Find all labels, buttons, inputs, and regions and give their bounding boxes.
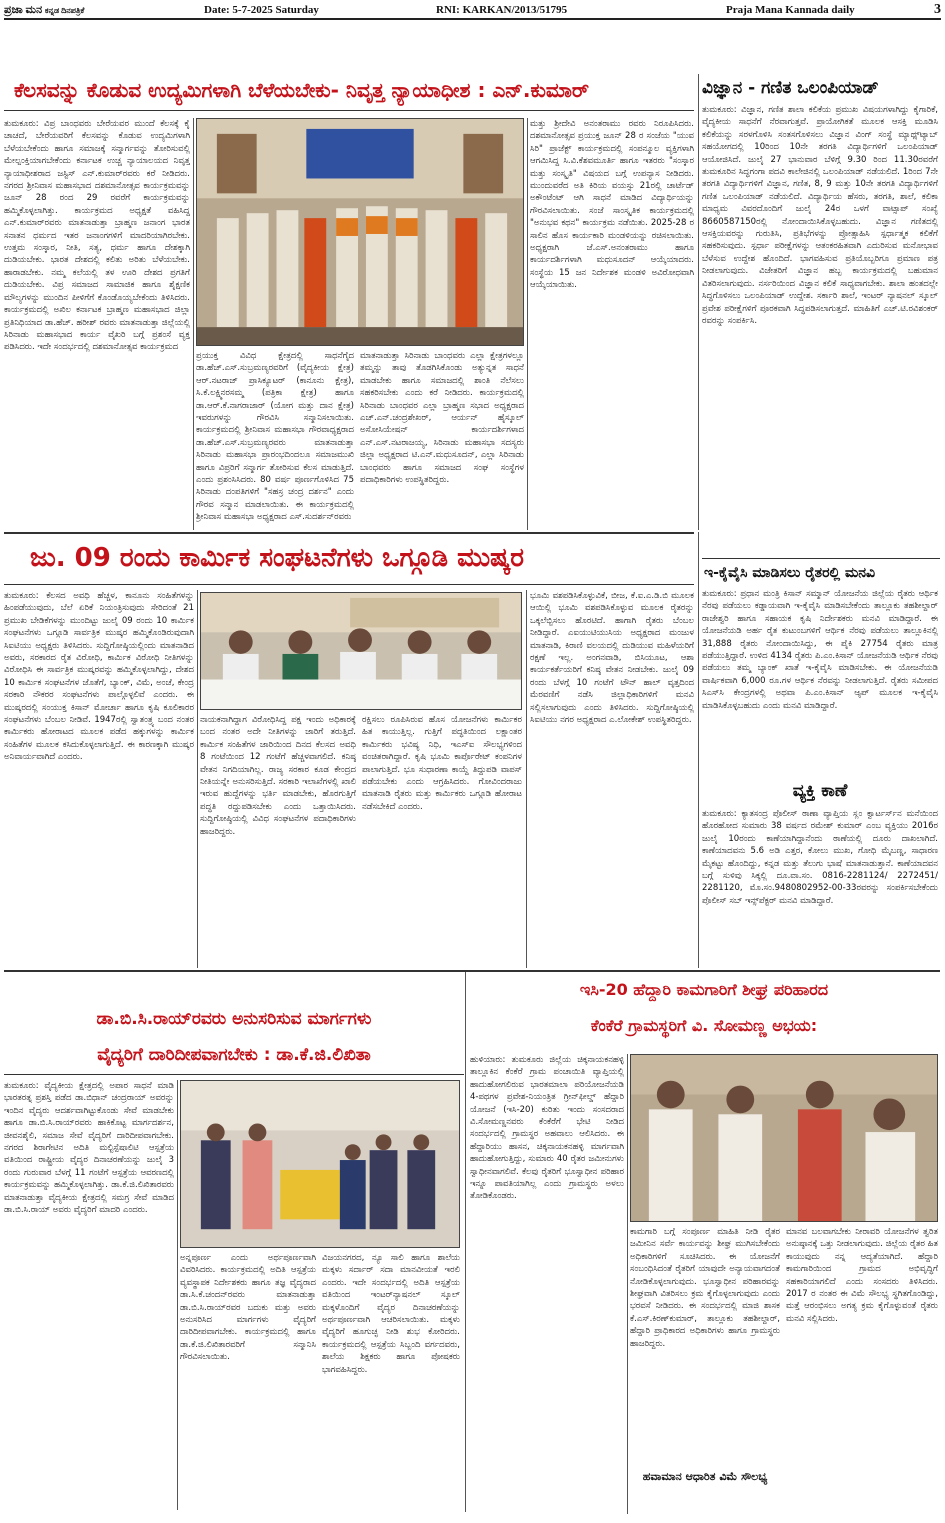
somanna-visit-photo (630, 1054, 938, 1222)
divider (4, 110, 694, 111)
headline-ec20-line2: ಕೆಂಕೆರೆ ಗ್ರಾಮಸ್ಥರಿಗೆ ವಿ. ಸೋಮಣ್ಣ ಅಭಯ: (590, 1016, 818, 1035)
story1-col4: ಮತ್ತು ಶ್ರೀದೇವಿ ಅನಂತರಾಮು ರವರು ನಿರೂಪಿಸಿದರು. ದಶಮಾನೋತ್ಸವ ಪ್ರಯುಕ್ತ ಜೂನ್ 28 ರ ಸಂಜೆಯ "ಯುವ ಸಿರಿ" ಪ್ರಾಜೆಕ್ಟ್ ಕಾರ್ಯಕ್ರಮದಲ್ಲಿ ಸಂಪನ್ಮೂಲ ವ್ಯಕ್ತಿಗಳಾಗಿ ಆಗಮಿಸಿದ್ದ ಸಿ.ವಿ.ಕೆಶವಮೂರ್ತಿ ಹಾಗೂ ಇತರರು "ಸಂಸ್ಕಾರ ಮತ್ತು ಸಂಸ್ಕೃತಿ" ವಿಷಯದ ಬಗ್ಗೆ ಉಪನ್ಯಾಸ ನೀಡಿದರು. ಮುಂದುವರೆದ ಅತಿ ಕಿರಿಯ ವಯಸ್ಸು 21ರಲ್ಲಿ ಚಾರ್ಟೆಡ್ ಅಕೌಂಟೆಂಟ್ ಆಗಿ ಸಾಧನೆ ಮಾಡಿದ ವಿದ್ಯಾರ್ಥಿಯನ್ನು ಗೌರವಿಸಲಾಯಿತು. ಸಂಜೆ ಸಾಂಸ್ಕೃತಿಕ ಕಾರ್ಯಕ್ರಮದಲ್ಲಿ "ಅನುಭವ ಕಥನ" ಕಾರ್ಯಕ್ರಮ ನಡೆಯಿತು. 2025-28 ರ ಸಾಲಿನ ಹೊಸ ಕಾರ್ಯಕಾರಿ ಮಂಡಳಿಯನ್ನು ರಚಿಸಲಾಯಿತು. ಅಧ್ಯಕ್ಷರಾಗಿ ಜೆ.ಎಸ್.ಅನಂತರಾಮು ಹಾಗೂ ಕಾರ್ಯದರ್ಶಿಗಳಾಗಿ ಮಧುಸೂದನ್ ಆಯ್ಕೆಯಾದರು. ಸಂಸ್ಥೆಯ 15 ಜನ ನಿರ್ದೇಶಕ ಮಂಡಳಿ ಅವಿರೋಧವಾಗಿ ಆಯ್ಕೆಯಾಯಿತು. (530, 119, 694, 291)
divider (4, 970, 940, 972)
masthead-rni: RNI: KARKAN/2013/51795 (436, 4, 568, 16)
story4-body: ತುಮಕೂರು: ಪ್ರಧಾನ ಮಂತ್ರಿ ಕಿಸಾನ್ ಸಮ್ಮಾನ್ ಯೋಜನೆಯ ಜಿಲ್ಲೆಯ ರೈತರು ಆರ್ಥಿಕ ನೆರವು ಪಡೆಯಲು ಕಡ್ಡಾಯವಾಗಿ ಇ-ಕೈವೈಸಿ ಮಾಡಿಸಬೇಕೆಂದು ತಾಲ್ಲೂಕು ತಹಶೀಲ್ದಾರ್ ರಾಜೇಶ್ವರಿ ಹಾಗೂ ಸಹಾಯಕ ಕೃಷಿ ನಿರ್ದೇಶಕರು ಮನವಿ ಮಾಡಿದ್ದಾರೆ. ಈ ಯೋಜನೆಯಡಿ ಅರ್ಹ ರೈತ ಕುಟುಂಬಗಳಿಗೆ ಆರ್ಥಿಕ ನೆರವು ಪಡೆಯಲು ತಾಲ್ಲೂಕಿನಲ್ಲಿ 31,888 ರೈತರು ನೋಂದಾಯಿಸಿದ್ದು, ಈ ಪೈಕಿ 27754 ರೈತರು ಮಾತ್ರ ಪಡೆಯುತ್ತಿದ್ದಾರೆ. ಉಳಿದ 4134 ರೈತರು ಪಿ.ಎಂ.ಕಿಸಾನ್ ಯೋಜನೆಯಡಿ ಆರ್ಥಿಕ ನೆರವು ಪಡೆಯಲು ತಮ್ಮ ಬ್ಯಾಂಕ್ ಖಾತೆ ಇ-ಕೈವೈಸಿ ಮಾಡಿಸಬೇಕು. ಈ ಯೋಜನೆಯಡಿ ವಾರ್ಷಿಕವಾಗಿ 6,000 ರೂ.ಗಳ ಆರ್ಥಿಕ ನೆರವನ್ನು ನೀಡಲಾಗುತ್ತಿದೆ. ರೈತರು ಸಮೀಪದ ಸಿಎಸ್‌ಸಿ ಕೇಂದ್ರಗಳಲ್ಲಿ ಅಥವಾ ಪಿ.ಎಂ.ಕಿಸಾನ್ ಆ್ಯಪ್ ಮೂಲಕ ಇ-ಕೈವೈಸಿ ಮಾಡಿಸಿಕೊಳ್ಳಬಹುದು ಎಂದು ಮನವಿ ಮಾಡಿದ್ದಾರೆ. (702, 589, 938, 711)
subhead-weather-insurance: ಹವಾಮಾನ ಆಧಾರಿತ ವಿಮೆ ಸೌಲಭ್ಯ (642, 1470, 768, 1483)
story2-body: ತುಮಕೂರು: ವಿಜ್ಞಾನ, ಗಣಿತ ಶಾಲಾ ಕಲಿಕೆಯ ಪ್ರಮುಖ ವಿಷಯಗಳಾಗಿದ್ದು ಕೈಗಾರಿಕೆ, ವೈದ್ಯಕೀಯ ಸಾಧನೆಗೆ ನೆರವಾಗುತ್ತವೆ. ಪ್ರಾಯೋಗಿಕತೆ ಮೂಲಕ ಆಸಕ್ತಿ ಮೂಡಿಸಿ ಕಲಿಕೆಯನ್ನು ಸರಳಗೊಳಿಸಿ ಸಂತಸಗೊಳಿಸಲು ವಿಜ್ಞಾನ ವಿಂಗ್ ಸಂಸ್ಥೆ ಮ್ಯಾಥ್ಸ್‌ಟ್ಯಾಬ್ ಸಹಯೋಗದಲ್ಲಿ 10ರಿಂದ 10ನೇ ತರಗತಿ ವಿದ್ಯಾರ್ಥಿಗಳಿಗೆ ಒಲಂಪಿಯಾಡ್ ಆಯೋಜಿಸಿದೆ. ಜುಲೈ 27 ಭಾನುವಾರ ಬೆಳಿಗ್ಗೆ 9.30 ರಿಂದ 11.30ರವರೆಗೆ ತುಮಕೂರಿನ ಸಿದ್ಧಗಂಗಾ ಪದವಿ ಕಾಲೇಜಿನಲ್ಲಿ ಒಲಂಪಿಯಾಡ್ ನಡೆಯಲಿದೆ. 1ರಿಂದ 7ನೇ ತರಗತಿ ವಿದ್ಯಾರ್ಥಿಗಳಿಗೆ ವಿಜ್ಞಾನ, ಗಣಿತ, 8, 9 ಮತ್ತು 10ನೇ ತರಗತಿ ವಿದ್ಯಾರ್ಥಿಗಳಿಗೆ ಗಣಿತ ಒಲಂಪಿಯಾಡ್ ನಡೆಯಲಿದೆ. ವಿದ್ಯಾರ್ಥಿಯ ಹೆಸರು, ತರಗತಿ, ಶಾಲೆ, ಕಲಿಕಾ ಮಾಧ್ಯಮ ವಿವರದೊಂದಿಗೆ ಜುಲೈ 24ರ ಒಳಗೆ ವಾಟ್ಸಾಪ್ ಸಂಖ್ಯೆ 8660587150ರಲ್ಲಿ ನೋಂದಾಯಿಸಿಕೊಳ್ಳಬಹುದು. ವಿಜ್ಞಾನ ಗಣಿತದಲ್ಲಿ ಆಸಕ್ತಿಯವರನ್ನು ಗುರುತಿಸಿ, ಪ್ರತಿಭೆಗಳನ್ನು ಪ್ರೋತ್ಸಾಹಿಸಿ ಸ್ಪರ್ಧಾತ್ಮಕ ಕಲಿಕೆಗೆ ಸಹಕರಿಸುವುದು. ಸ್ಪರ್ಧಾ ಪರೀಕ್ಷೆಗಳನ್ನು ಆತಂಕರಹಿತವಾಗಿ ಎದುರಿಸುವ ಮನೋಭಾವ ಬೆಳೆಸುವ ಉದ್ದೇಶ ಹೊಂದಿದೆ. ಭಾಗವಹಿಸುವ ಪ್ರತಿಯೊಬ್ಬರಿಗೂ ಪ್ರಮಾಣ ಪತ್ರ ನೀಡಲಾಗುವುದು. ವಿಜೇತರಿಗೆ ವಿಜ್ಞಾನ ಹಬ್ಬ ಕಾರ್ಯಕ್ರಮದಲ್ಲಿ ಬಹುಮಾನ ವಿತರಿಸಲಾಗುವುದು. ನರ್ಸರಿಯಿಂದ ವಿಜ್ಞಾನ ಕಲಿಕೆ ಸಾಧ್ಯವಾಗಬೇಕು. ಶಾಲಾ ಹಂತದಲ್ಲೇ ಸಿದ್ಧಗೊಳಿಸಲು ಒಲಂಪಿಯಾಡ್ ಉದ್ದೇಶ. ಸರ್ಕಾರಿ ಶಾಲೆ, ಇಂಟರ್ ನ್ಯಾಷನಲ್ ಸ್ಕೂಲ್ ಪ್ರವೇಶ ಪರೀಕ್ಷೆಗಳಿಗೆ ಪೂರಕವಾಗಿ ಸಿದ್ಧಪಡಿಸಲಾಗುತ್ತದೆ. ಮಾಹಿತಿಗೆ ಎಚ್.ಟಿ.ರವಿಶಂಕರ್ ರವರನ್ನು ಸಂಪರ್ಕಿಸಿ. (702, 105, 938, 326)
headline-olympiad: ವಿಜ್ಞಾನ - ಗಣಿತ ಒಲಂಪಿಯಾಡ್ (702, 78, 879, 98)
story3-col1: ತುಮಕೂರು: ಕೆಲಸದ ಅವಧಿ ಹೆಚ್ಚಳ, ಕಾನೂನು ಸಂಹಿತೆಗಳನ್ನು ಹಿಂಪಡೆಯುವುದು, ಬೆಲೆ ಏರಿಕೆ ನಿಯಂತ್ರಿಸುವುದು ಸೇರಿದಂತೆ 21 ಪ್ರಮುಖ ಬೇಡಿಕೆಗಳನ್ನು ಮುಂದಿಟ್ಟು ಜುಲೈ 09 ರಂದು 10 ಕಾರ್ಮಿಕ ಸಂಘಟನೆಗಳು ಒಗ್ಗೂಡಿ ಸಾರ್ವತ್ರಿಕ ಮುಷ್ಕರ ಹಮ್ಮಿಕೊಂಡಿರುವುದಾಗಿ ಸಿಐಟಿಯು ಅಧ್ಯಕ್ಷರು ತಿಳಿಸಿದರು. ಸುದ್ದಿಗೋಷ್ಠಿಯಲ್ಲಿಂದು ಮಾತನಾಡಿದ ಅವರು, ಸರಕಾರದ ರೈತ ವಿರೋಧಿ, ಕಾರ್ಮಿಕ ವಿರೋಧಿ ನೀತಿಗಳನ್ನು ವಿರೋಧಿಸಿ ಈ ಸಾರ್ವತ್ರಿಕ ಮುಷ್ಕರವನ್ನು ಹಮ್ಮಿಕೊಳ್ಳಲಾಗಿದ್ದು, ದೇಶದ 10 ಕಾರ್ಮಿಕ ಸಂಘಟನೆಗಳ ಜೊತೆಗೆ, ಬ್ಯಾಂಕ್, ವಿಮೆ, ಅಂಚೆ, ಕೇಂದ್ರ ಸರಕಾರಿ ನೌಕರರ ಸಂಘಟನೆಗಳು ಪಾಲ್ಗೊಳ್ಳಲಿವೆ ಎಂದರು. ಈ ಮುಷ್ಕರದಲ್ಲಿ ಸಂಯುಕ್ತ ಕಿಸಾನ್ ಮೋರ್ಚಾ ಹಾಗೂ ಕೃಷಿ ಕೂಲಿಕಾರರ ಸಂಘಟನೆಗಳು ಬೆಂಬಲ ನೀಡಿವೆ. 1947ರಲ್ಲಿ ಸ್ವಾತಂತ್ರ್ಯ ಬಂದ ನಂತರ ಕಾರ್ಮಿಕರು ಹೋರಾಟದ ಮೂಲಕ ಪಡೆದ ಹಕ್ಕುಗಳನ್ನು ಕಾರ್ಮಿಕ ಸಂಹಿತೆಗಳ ಮೂಲಕ ಕಸಿದುಕೊಳ್ಳಲಾಗುತ್ತಿದೆ. ಈ ಕಾರಣಕ್ಕಾಗಿ ಮುಷ್ಕರ ಅನಿವಾರ್ಯವಾಗಿದೆ ಎಂದರು. (4, 591, 194, 763)
event-photo-felicitation (196, 118, 524, 346)
story3-col4: ಭೂಮಿ ವಶಪಡಿಸಿಕೊಳ್ಳುವಿಕೆ, ಬೀಜ, ಕೆ.ಐ.ಎ.ಡಿ.ಬಿ ಮೂಲಕ ಆಯಿಲ್ಲಿ ಭೂಮಿ ವಶಪಡಿಸಿಕೊಳ್ಳುವ ಮೂಲಕ ರೈತರನ್ನು ಒಕ್ಕಲೆಬ್ಬಿಸಲು ಹೊರಟಿದೆ. ಹಾಗಾಗಿ ರೈತರು ಬೆಂಬಲ ನೀಡಿದ್ದಾರೆ. ಎಐಯುಟಿಯುಸಿಯ ಅಧ್ಯಕ್ಷರಾದ ಮಂಜುಳ ಮಾತನಾಡಿ, ಕಿರಾಣಿ ವಲಯದಲ್ಲಿ ದುಡಿಯುವ ಮಹಿಳೆಯರಿಗೆ ರಕ್ಷಣೆ ಇಲ್ಲ. ಅಂಗನವಾಡಿ, ಬಿಸಿಯೂಟ, ಆಶಾ ಕಾರ್ಯಕರ್ತೆಯರಿಗೆ ಕನಿಷ್ಠ ವೇತನ ನೀಡಬೇಕು. ಜುಲೈ 09 ರಂದು ಬೆಳಗ್ಗೆ 10 ಗಂಟೆಗೆ ಟೌನ್ ಹಾಲ್ ವೃತ್ತದಿಂದ ಮೆರವಣಿಗೆ ನಡೆಸಿ ಜಿಲ್ಲಾಧಿಕಾರಿಗಳಿಗೆ ಮನವಿ ಸಲ್ಲಿಸಲಾಗುವುದು ಎಂದು ತಿಳಿಸಿದರು. ಸುದ್ದಿಗೋಷ್ಠಿಯಲ್ಲಿ ಸಿಐಟಿಯು ನಗರ ಅಧ್ಯಕ್ಷರಾದ ಎ.ಲೋಕೇಶ್ ಉಪಸ್ಥಿತರಿದ್ದರು. (530, 591, 694, 726)
divider (4, 532, 694, 534)
masthead-logo: ಪ್ರಜಾ ಮನ ಕನ್ನಡ ದಿನಪತ್ರಿಕೆ (4, 4, 85, 16)
page-number: 3 (934, 2, 941, 17)
story7-col2: ಕಾಮಗಾರಿ ಬಗ್ಗೆ ಸಂಪೂರ್ಣ ಮಾಹಿತಿ ನೀಡಿ ರೈತರ ಜಮೀನಿನ ಸರ್ವೆ ಕಾರ್ಯವನ್ನು ಶೀಘ್ರ ಮುಗಿಸಬೇಕೆಂದು ಅಧಿಕಾರಿಗಳಿಗೆ ಸೂಚಿಸಿದರು. ಈ ಯೋಜನೆಗೆ ಸಂಬಂಧಿಸಿದಂತೆ ರೈತರಿಗೆ ಯಾವುದೇ ಅನ್ಯಾಯವಾಗದಂತೆ ನೋಡಿಕೊಳ್ಳಲಾಗುವುದು. ಭೂಸ್ವಾಧೀನ ಪರಿಹಾರವನ್ನು ಶೀಘ್ರವಾಗಿ ವಿತರಿಸಲು ಕ್ರಮ ಕೈಗೊಳ್ಳಲಾಗುವುದು ಎಂದು ಭರವಸೆ ನೀಡಿದರು. ಈ ಸಂದರ್ಭದಲ್ಲಿ ಮಾಜಿ ಶಾಸಕ ಕೆ.ಎಸ್.ಕಿರಣ್‌ಕುಮಾರ್, ತಾಲ್ಲೂಕು ತಹಶೀಲ್ದಾರ್, ಹೆದ್ದಾರಿ ಪ್ರಾಧಿಕಾರದ ಅಧಿಕಾರಿಗಳು ಹಾಗೂ ಗ್ರಾಮಸ್ಥರು ಹಾಜರಿದ್ದರು. (630, 1227, 780, 1349)
column-rule (627, 1054, 628, 1514)
story1-col1: ತುಮಕೂರು: ವಿಪ್ರ ಬಾಂಧವರು ಬೇರೆಯವರ ಮುಂದೆ ಕೆಲಸಕ್ಕೆ ಕೈ ಚಾಚದೆ, ಬೇರೆಯವರಿಗೆ ಕೆಲಸವನ್ನು ಕೊಡುವ ಉದ್ಯಮಿಗಳಾಗಿ ಬೆಳೆಯಬೇಕೆಂದು ಹಾಗೂ ಸಮಾಜಕ್ಕೆ ಸನ್ಮಾರ್ಗವನ್ನು ತೋರಿಸುವಲ್ಲಿ ಮೇಲ್ಪಂಕ್ತಿಯಾಗಬೇಕೆಂದು ಕರ್ನಾಟಕ ಉಚ್ಚ ನ್ಯಾಯಾಲಯದ ನಿವೃತ್ತ ನ್ಯಾಯಾಧೀಶರಾದ ಜಸ್ಟಿಸ್ ಎನ್.ಕುಮಾರ್‌ರವರು ಕರೆ ನೀಡಿದರು. ನಗರದ ಶ್ರೀನಿವಾಸ ಮಹಾಸಭಾದ ದಶಮಾನೋತ್ಸವ ಕಾರ್ಯಕ್ರಮವನ್ನು ಜೂನ್ 28 ರಂದ 29 ರವರೆಗೆ ಕಾರ್ಯಕ್ರಮವನ್ನು ಹಮ್ಮಿಕೊಳ್ಳಲಾಗಿತ್ತು. ಕಾರ್ಯಕ್ರಮದ ಅಧ್ಯಕ್ಷತೆ ವಹಿಸಿದ್ದ ಎನ್.ಕುಮಾರ್‌ರವರು ಮಾತನಾಡುತ್ತಾ ಬ್ರಾಹ್ಮಣ ಜನಾಂಗ ಭಾರತ ಸನಾತನ ಧರ್ಮದ ಇತರ ಜನಾಂಗಗಳಿಗೆ ಮಾದರಿಯಾಗಿರಬೇಕು. ಉತ್ತಮ ಸಂಸ್ಕಾರ, ನೀತಿ, ಸತ್ಯ, ಧರ್ಮ ಹಾಗೂ ದೇಶಕ್ಕಾಗಿ ದುಡಿಯಬೇಕು. ಭಾರತ ದೇಶದಲ್ಲಿ ಕಲಿತು ಅರಿತು ಬೆಳೆಯಬೇಕು. ಹಾರಾಡಬೇಕು. ನಮ್ಮ ಕಲೆಯಲ್ಲಿ ತಳ ಊರಿ ದೇಶದ ಪ್ರಗತಿಗೆ ದುಡಿಯಬೇಕು. ವಿಪ್ರ ಸಮಾಜದ ಸಾಮಾಜಿಕ ಹಾಗೂ ಶೈಕ್ಷಣಿಕ ಮೌಲ್ಯಗಳನ್ನು ಮುಂದಿನ ಪೀಳಿಗೆಗೆ ಕೊಂಡೊಯ್ಯಬೇಕೆಂದು ತಿಳಿಸಿದರು. ಕಾರ್ಯಕ್ರಮದಲ್ಲಿ ಅಖಿಲ ಕರ್ನಾಟಕ ಬ್ರಾಹ್ಮಣ ಮಹಾಸಭಾದ ಜಿಲ್ಲಾ ಪ್ರತಿನಿಧಿಯಾದ ಡಾ.ಹೆಚ್. ಹರೀಶ್ ರವರು ಮಾತನಾಡುತ್ತಾ ಜಿಲ್ಲೆಯಲ್ಲಿ ಸಿರಿನಾಡು ಮಹಾಸಭಾದ ಕಾರ್ಯ ವೈಖರಿ ಬಗ್ಗೆ ಪ್ರಶಂಸೆ ವ್ಯಕ್ತ ಪಡಿಸಿದರು. ಇದೇ ಸಂದರ್ಭದಲ್ಲಿ ದಶಮಾನೋತ್ಸವ ಕಾರ್ಯಕ್ರಮದ (4, 119, 190, 353)
story1-col3: ಮಾತನಾಡುತ್ತಾ ಸಿರಿನಾಡು ಬಾಂಧವರು ಎಲ್ಲಾ ಕ್ಷೇತ್ರಗಳಲ್ಲೂ ತಮ್ಮನ್ನು ತಾವು ತೊಡಗಿಸಿಕೊಂಡು ಅತ್ಯುನ್ನತ ಸಾಧನೆ ಮಾಡಬೇಕು ಹಾಗೂ ಸಮಾಜದಲ್ಲಿ ಶಾಂತಿ ನೆಲೆಸಲು ಸಹಕರಿಸಬೇಕು ಎಂದು ಕರೆ ನೀಡಿದರು. ಕಾರ್ಯಕ್ರಮದಲ್ಲಿ ಸಿರಿನಾಡು ಬಾಂಧವರ ಎಲ್ಲಾ ಬ್ರಾಹ್ಮಣ ಸಭಾದ ಅಧ್ಯಕ್ಷರಾದ ಎಚ್.ಎನ್.ಚಂದ್ರಶೇಖರ್, ಆರ್ಯನ್ ಹೈಸ್ಕೂಲ್ ಅಸೋಸಿಯೇಷನ್ ಕಾರ್ಯದರ್ಶಿಗಳಾದ ಎನ್.ಎಸ್.ನಟರಾಜಯ್ಯ, ಸಿರಿನಾಡು ಮಹಾಸಭಾ ಸದಸ್ಯರು ಜಿಲ್ಲಾ ಅಧ್ಯಕ್ಷರಾದ ಟಿ.ಎನ್.ಮಧುಸೂದನ್, ಎಲ್ಲಾ ಸಿರಿನಾಡು ಬಾಂಧವರು ಹಾಗೂ ಸಮಾಜದ ಸಂಘ ಸಂಸ್ಥೆಗಳ ಪದಾಧಿಕಾರಿಗಳು ಉಪಸ್ಥಿತರಿದ್ದರು. (360, 351, 524, 486)
divider (702, 558, 940, 559)
headline-bc-roy-line1: ಡಾ.ಬಿ.ಸಿ.ರಾಯ್‌ರವರು ಅನುಸರಿಸುವ ಮಾರ್ಗಗಳು (96, 1009, 372, 1029)
column-rule (465, 972, 466, 1512)
masthead-paper: Praja Mana Kannada daily (726, 4, 855, 16)
masthead (4, 2, 941, 20)
column-rule (527, 118, 528, 530)
headline-ec20-line1: ಇಸಿ-20 ಹೆದ್ದಾರಿ ಕಾಮಗಾರಿಗೆ ಶೀಘ್ರ ಪರಿಹಾರದ (579, 980, 829, 999)
doctors-day-photo (180, 1080, 460, 1248)
masthead-date: Date: 5-7-2025 Saturday (204, 4, 319, 16)
story3-col2: ನಾಯಕನಾಗಿದ್ದಾಗ ವಿರೋಧಿಸಿದ್ದ ಪಕ್ಷ ಇಂದು ಅಧಿಕಾರಕ್ಕೆ ಬಂದ ನಂತರ ಅದೇ ನೀತಿಗಳನ್ನು ಜಾರಿಗೆ ತರುತ್ತಿದೆ. ಕಾರ್ಮಿಕ ಸಂಹಿತೆಗಳ ಜಾರಿಯಿಂದ ದಿನದ ಕೆಲಸದ ಅವಧಿ 8 ಗಂಟೆಯಿಂದ 12 ಗಂಟೆಗೆ ಹೆಚ್ಚಳವಾಗಲಿದೆ. ಕನಿಷ್ಠ ವೇತನ ನಿಗದಿಯಾಗಿಲ್ಲ. ರಾಜ್ಯ ಸರಕಾರ ಕೂಡ ಕೇಂದ್ರದ ನೀತಿಯನ್ನೇ ಅನುಸರಿಸುತ್ತಿದೆ. ಸರಕಾರಿ ಇಲಾಖೆಗಳಲ್ಲಿ ಖಾಲಿ ಇರುವ ಹುದ್ದೆಗಳನ್ನು ಭರ್ತಿ ಮಾಡಬೇಕು, ಹೊರಗುತ್ತಿಗೆ ಪದ್ಧತಿ ರದ್ದುಪಡಿಸಬೇಕು ಎಂದು ಒತ್ತಾಯಿಸಿದರು. ಸುದ್ದಿಗೋಷ್ಠಿಯಲ್ಲಿ ವಿವಿಧ ಸಂಘಟನೆಗಳ ಪದಾಧಿಕಾರಿಗಳು ಹಾಜರಿದ್ದರು. (200, 715, 356, 837)
photo-caption-1: ಪ್ರಯುಕ್ತ ವಿವಿಧ ಕ್ಷೇತ್ರದಲ್ಲಿ ಸಾಧನೆಗೈದ ಡಾ.ಹೆಚ್.ಎಸ್.ಸುಬ್ರಮಣ್ಯರವರಿಗೆ (ವೈದ್ಯಕೀಯ ಕ್ಷೇತ್ರ) ಆರ್.ನಟರಾಜ್ ಪ್ರಾಸಿಕ್ಯೂಟರ್ (ಕಾನೂನು ಕ್ಷೇತ್ರ), ಸಿ.ಕೆ.ಲಕ್ಷ್ಮಿನರಸಮ್ಮ (ಪತ್ರಿಕಾ ಕ್ಷೇತ್ರ) ಹಾಗೂ ಡಾ.ಆರ್.ಕೆ.ನಾಗರಾಜಾರ್ (ಯೋಗ ಮತ್ತು ದಾನ ಕ್ಷೇತ್ರ) ಇವರುಗಳನ್ನು ಗೌರವಿಸಿ ಸನ್ಮಾನಿಸಲಾಯಿತು. ಕಾರ್ಯಕ್ರಮದಲ್ಲಿ ಶ್ರೀನಿವಾಸ ಮಹಾಸಭಾ ಗೌರವಾಧ್ಯಕ್ಷರಾದ ಡಾ.ಹೆಚ್.ಎಸ್.ಸುಬ್ರಮಣ್ಯರವರು ಮಾತನಾಡುತ್ತಾ ಸಿರಿನಾಡು ಮಹಾಸಭಾ ಪ್ರಾರಂಭದಿಂದಲೂ ಸಮಾಜಮುಖಿ ಹಾಗೂ ವಿಪ್ರರಿಗೆ ಸನ್ಮಾರ್ಗ ತೋರಿಸುವ ಕೆಲಸ ಮಾಡುತ್ತಿದೆ. ಎಂದು ಪ್ರಶಂಸಿಸಿದರು. 80 ವರ್ಷ ಪೂರ್ಣಗೊಳಿಸಿದ 75 ಸಿರಿನಾಡು ದಂಪತಿಗಳಿಗೆ "ಸಹಸ್ರ ಚಂದ್ರ ದರ್ಶನ" ಎಂದು ಗೌರವ ಸನ್ಮಾನ ಮಾಡಲಾಯಿತು. ಈ ಕಾರ್ಯಕ್ರಮದಲ್ಲಿ ಶ್ರೀನಿವಾಸ ಮಹಾಸಭಾ ಅಧ್ಯಕ್ಷರಾದ ಎಸ್.ಸುದರ್ಶನ್‌ರವರು (196, 351, 354, 523)
column-rule (177, 1080, 178, 1510)
story6-col1: ತುಮಕೂರು: ವೈದ್ಯಕೀಯ ಕ್ಷೇತ್ರದಲ್ಲಿ ಅಪಾರ ಸಾಧನೆ ಮಾಡಿ ಭಾರತರತ್ನ ಪ್ರಶಸ್ತಿ ಪಡೆದ ಡಾ.ಬಿಧಾನ್ ಚಂದ್ರರಾಯ್ ಅವರನ್ನು ಇಂದಿನ ವೈದ್ಯರು ಆದರ್ಶವಾಗಿಟ್ಟುಕೊಂಡು ಸೇವೆ ಮಾಡಬೇಕು ಹಾಗೂ ಡಾ.ಬಿ.ಸಿ.ರಾಯ್‌ರವರು ಹಾಕಿಕೊಟ್ಟ ಮಾರ್ಗದರ್ಶನ, ಜೀವನಶೈಲಿ, ಸಮಾಜ ಸೇವೆ ವೈದ್ಯರಿಗೆ ದಾರಿದೀಪವಾಗಬೇಕು. ನಗರದ ಶಿರಾಗೇಟಿನ ಅದಿತಿ ಮಲ್ಟಿಸ್ಪೆಷಾಲಿಟಿ ಆಸ್ಪತ್ರೆಯ ವತಿಯಿಂದ ರಾಷ್ಟ್ರೀಯ ವೈದ್ಯರ ದಿನಾಚರಣೆಯನ್ನು ಜುಲೈ 3 ರಂದು ಗುರುವಾರ ಬೆಳಗ್ಗೆ 11 ಗಂಟೆಗೆ ಆಸ್ಪತ್ರೆಯ ಆವರಣದಲ್ಲಿ ಕಾರ್ಯಕ್ರಮವನ್ನು ಹಮ್ಮಿಕೊಳ್ಳಲಾಗಿತ್ತು. ಡಾ.ಕೆ.ಜಿ.ಲಿಖಿತಾರವರು ಮಾತನಾಡುತ್ತಾ ವೈದ್ಯಕೀಯ ಕ್ಷೇತ್ರದಲ್ಲಿ ಸಮಗ್ರ ಸೇವೆ ಮಾಡಿದ ಡಾ.ಬಿ.ಸಿ.ರಾಯ್ ಅವರು ವೈದ್ಯರಿಗೆ ಮಾದರಿ ಎಂದರು. (4, 1081, 174, 1216)
headline-judge-kumar: ಕೆಲಸವನ್ನು ಕೊಡುವ ಉದ್ಯಮಿಗಳಾಗಿ ಬೆಳೆಯಬೇಕು- ನಿವೃತ್ತ ನ್ಯಾಯಾಧೀಶ : ಎನ್.ಕುಮಾರ್ (14, 78, 589, 102)
divider (4, 584, 694, 585)
column-rule (698, 532, 699, 968)
column-rule (197, 590, 198, 968)
column-rule (193, 118, 194, 530)
story7-col1: ಹುಳಿಯಾರು: ತುಮಕೂರು ಜಿಲ್ಲೆಯ ಚಿಕ್ಕನಾಯಕನಹಳ್ಳಿ ತಾಲ್ಲೂಕಿನ ಕೆಂಕೆರೆ ಗ್ರಾಮ ಪಂಚಾಯಿತಿ ವ್ಯಾಪ್ತಿಯಲ್ಲಿ ಹಾದುಹೋಗಲಿರುವ ಭಾರತಮಾಲಾ ಪರಿಯೋಜನೆಯಡಿ 4-ಪಥಗಳ ಪ್ರವೇಶ-ನಿಯಂತ್ರಿತ ಗ್ರೀನ್‌ಫೀಲ್ಡ್ ಹೆದ್ದಾರಿ ಯೋಜನೆ (ಇಸಿ-20) ಕುರಿತು ಇಂದು ಸಂಸದರಾದ ವಿ.ಸೋಮಣ್ಣನವರು ಕೆಂಕೆರೆಗೆ ಭೇಟಿ ನೀಡಿದ ಸಂದರ್ಭದಲ್ಲಿ ಗ್ರಾಮಸ್ಥರ ಅಹವಾಲು ಆಲಿಸಿದರು. ಈ ಹೆದ್ದಾರಿಯು ಹಾಸನ, ಚಿಕ್ಕನಾಯಕನಹಳ್ಳಿ ಮಾರ್ಗವಾಗಿ ಹಾದುಹೋಗುತ್ತಿದ್ದು, ಸುಮಾರು 40 ರೈತರ ಜಮೀನುಗಳು ಸ್ವಾಧೀನವಾಗಲಿವೆ. ಕೆಲವು ರೈತರಿಗೆ ಭೂಸ್ವಾಧೀನ ಪರಿಹಾರ ಇನ್ನೂ ಪಾವತಿಯಾಗಿಲ್ಲ ಎಂದು ಗ್ರಾಮಸ್ಥರು ಅಳಲು ತೋಡಿಕೊಂಡರು. (470, 1055, 624, 1202)
column-rule (526, 590, 527, 968)
headline-bc-roy-line2: ವೈದ್ಯರಿಗೆ ದಾರಿದೀಪವಾಗಬೇಕು : ಡಾ.ಕೆ.ಜಿ.ಲಿಖಿತಾ (97, 1045, 371, 1065)
story7-col3: ಮಾನವ ಬಲವಾಗಬೇಕು ನೀರಾವರಿ ಯೋಜನೆಗಳ ತ್ವರಿತ ಅನುಷ್ಠಾನಕ್ಕೆ ಒತ್ತು ನೀಡಲಾಗುವುದು. ಜಿಲ್ಲೆಯ ರೈತರ ಹಿತ ಕಾಯುವುದು ನನ್ನ ಆದ್ಯತೆಯಾಗಿದೆ. ಹೆದ್ದಾರಿ ಕಾಮಗಾರಿಯಿಂದ ಗ್ರಾಮದ ಅಭಿವೃದ್ಧಿಗೆ ಸಹಕಾರಿಯಾಗಲಿದೆ ಎಂದು ಸಂಸದರು ತಿಳಿಸಿದರು. 2017 ರ ನಂತರ ಈ ವಿಮೆ ಸೌಲಭ್ಯ ಸ್ಥಗಿತಗೊಂಡಿದ್ದು, ಮತ್ತೆ ಆರಂಭಿಸಲು ಅಗತ್ಯ ಕ್ರಮ ಕೈಗೊಳ್ಳುವಂತೆ ರೈತರು ಮನವಿ ಸಲ್ಲಿಸಿದರು. (786, 1227, 938, 1324)
story3-col3: ರಕ್ಷಿಸಲು ರೂಪಿಸಿರುವ ಹೊಸ ಯೋಜನೆಗಳು ಕಾರ್ಮಿಕರ ಹಿತ ಕಾಯುತ್ತಿಲ್ಲ. ಗುತ್ತಿಗೆ ಪದ್ಧತಿಯಿಂದ ಲಕ್ಷಾಂತರ ಕಾರ್ಮಿಕರು ಭವಿಷ್ಯ ನಿಧಿ, ಇಎಸ್‌ಐ ಸೌಲಭ್ಯಗಳಿಂದ ವಂಚಿತರಾಗಿದ್ದಾರೆ. ಕೃಷಿ ಭೂಮಿ ಕಾರ್ಪೊರೇಟ್ ಕಂಪನಿಗಳ ಪಾಲಾಗುತ್ತಿದೆ. ಭೂ ಸುಧಾರಣಾ ಕಾಯ್ದೆ ತಿದ್ದುಪಡಿ ವಾಪಸ್ ಪಡೆಯಬೇಕು ಎಂದು ಆಗ್ರಹಿಸಿದರು. ಗೋವಿಂದರಾಜು ಮಾತನಾಡಿ ರೈತರು ಮತ್ತು ಕಾರ್ಮಿಕರು ಒಗ್ಗೂಡಿ ಹೋರಾಟ ನಡೆಸಬೇಕಿದೆ ಎಂದರು. (362, 715, 522, 812)
photo-caption-2: ಅನ್ನಪೂರ್ಣ ಎಂದು ಅರ್ಥಪೂರ್ಣವಾಗಿ ವಿವರಿಸಿದರು. ಕಾರ್ಯಕ್ರಮದಲ್ಲಿ ಅದಿತಿ ಆಸ್ಪತ್ರೆಯ ವ್ಯವಸ್ಥಾಪಕ ನಿರ್ದೇಶಕರು ಹಾಗೂ ತಜ್ಞ ವೈದ್ಯರಾದ ಡಾ.ಸಿ.ಕೆ.ಚಂದನ್‌ರವರು ಮಾತನಾಡುತ್ತಾ ಡಾ.ಬಿ.ಸಿ.ರಾಯ್‌ರವರ ಬದುಕು ಮತ್ತು ಅವರು ಅನುಸರಿಸಿದ ಮಾರ್ಗಗಳು ವೈದ್ಯರಿಗೆ ದಾರಿದೀಪವಾಗಬೇಕು. ಕಾರ್ಯಕ್ರಮದಲ್ಲಿ ಹಾಗೂ ಡಾ.ಕೆ.ಜಿ.ಲಿಖಿತಾರವರಿಗೆ ಸನ್ಮಾನಿಸಿ ಗೌರವಿಸಲಾಯಿತು. (180, 1253, 316, 1363)
story5-body: ತುಮಕೂರು: ಕ್ಯಾತಸಂದ್ರ ಪೊಲೀಸ್ ಠಾಣಾ ವ್ಯಾಪ್ತಿಯ ಸ್ಲಂ ಕ್ವಾರ್ಟರ್ಸ್‌ನ ಮನೆಯಿಂದ ಹೊರಹೋದ ಸುಮಾರು 38 ವರ್ಷದ ರಮೇಶ್ ಕುಮಾರ್ ಎಂಬ ವ್ಯಕ್ತಿಯು 2016ರ ಜುಲೈ 10ರಂದು ಕಾಣೆಯಾಗಿದ್ದಾನೆಂದು ಠಾಣೆಯಲ್ಲಿ ದೂರು ದಾಖಲಾಗಿದೆ. ಕಾಣೆಯಾದವನು 5.6 ಅಡಿ ಎತ್ತರ, ಕೋಲು ಮುಖ, ಗೋಧಿ ಮೈಬಣ್ಣ, ಸಾಧಾರಣ ಮೈಕಟ್ಟು ಹೊಂದಿದ್ದು, ಕನ್ನಡ ಮತ್ತು ತೆಲುಗು ಭಾಷೆ ಮಾತನಾಡುತ್ತಾನೆ. ಕಾಣೆಯಾದವನ ಬಗ್ಗೆ ಸುಳಿವು ಸಿಕ್ಕಲ್ಲಿ ದೂ.ವಾ.ಸಂ. 0816-2281124/ 2272451/ 2281120, ಮೊ.ಸಂ.9480802952-00-33ರವರನ್ನು ಸಂಪರ್ಕಿಸಬೇಕೆಂದು ಪೊಲೀಸ್ ಸಬ್ ಇನ್ಸ್‌ಪೆಕ್ಟರ್ ಮನವಿ ಮಾಡಿದ್ದಾರೆ. (702, 809, 938, 906)
divider (4, 1074, 464, 1075)
column-rule (698, 74, 699, 530)
headline-ekyc: ಇ-ಕೈವೈಸಿ ಮಾಡಿಸಲು ರೈತರಲ್ಲಿ ಮನವಿ (704, 565, 876, 581)
story6-col3: ವಿಜಯನಗರದ, ನ್ಯೂ ಸಾಲಿ ಹಾಗೂ ಶಾಲೆಯ ಮಕ್ಕಳು ಸರ್ದಾರ್ ಸದಾ ಮಾನವೀಯತೆ ಇರಲಿ ಎಂದರು. ಇದೇ ಸಂದರ್ಭದಲ್ಲಿ ಅದಿತಿ ಆಸ್ಪತ್ರೆಯ ವತಿಯಿಂದ ಇಂಟರ್‌ನ್ಯಾಷನಲ್ ಸ್ಕೂಲ್ ಮಕ್ಕಳೊಂದಿಗೆ ವೈದ್ಯರ ದಿನಾಚರಣೆಯನ್ನು ಅರ್ಥಪೂರ್ಣವಾಗಿ ಆಚರಿಸಲಾಯಿತು. ಮಕ್ಕಳು ವೈದ್ಯರಿಗೆ ಹೂಗುಚ್ಛ ನೀಡಿ ಶುಭ ಕೋರಿದರು. ಕಾರ್ಯಕ್ರಮದಲ್ಲಿ ಆಸ್ಪತ್ರೆಯ ಸಿಬ್ಬಂದಿ ವರ್ಗದವರು, ಶಾಲೆಯ ಶಿಕ್ಷಕರು ಹಾಗೂ ಪೋಷಕರು ಭಾಗವಹಿಸಿದ್ದರು. (322, 1253, 460, 1375)
headline-labour-strike: ಜು. 09 ರಂದು ಕಾರ್ಮಿಕ ಸಂಘಟನೆಗಳು ಒಗ್ಗೂಡಿ ಮುಷ್ಕರ (30, 543, 525, 573)
headline-missing-person: ವ್ಯಕ್ತಿ ಕಾಣೆ (792, 781, 848, 801)
press-meet-photo (200, 592, 522, 710)
